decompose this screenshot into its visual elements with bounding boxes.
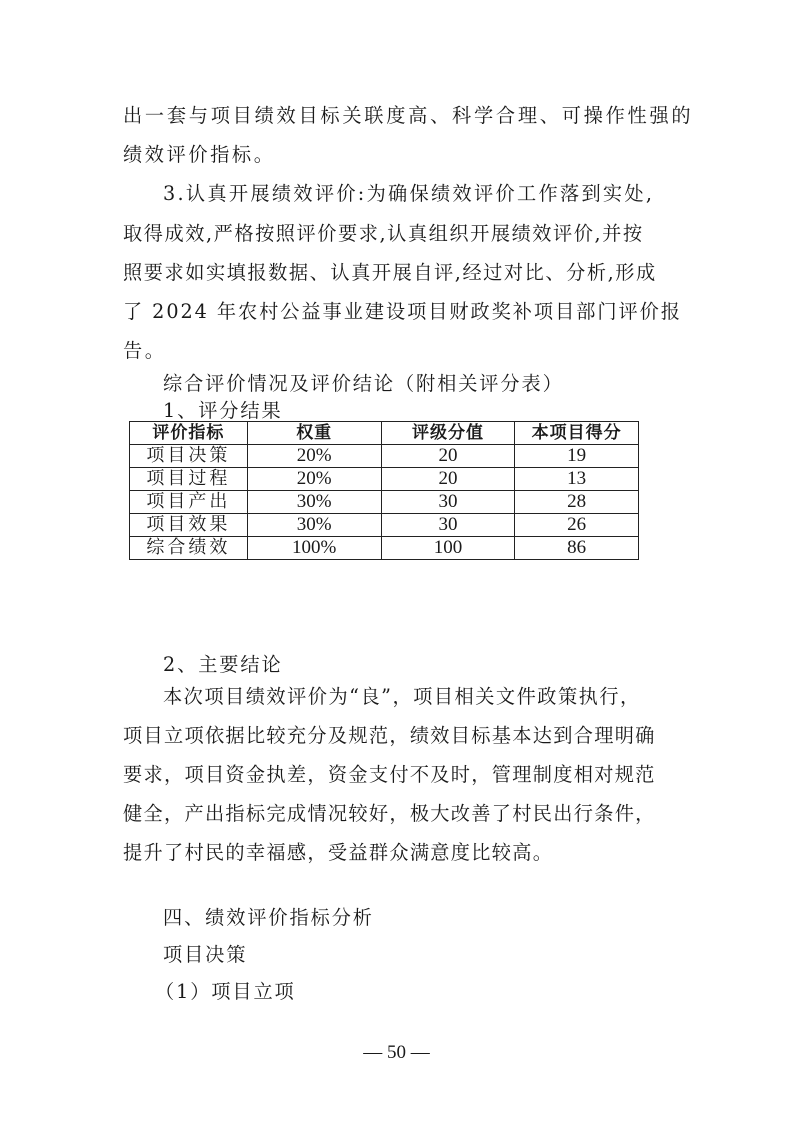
score-table [129, 421, 639, 560]
item3-line-4: 了 2024 年农村公益事业建设项目财政奖补项目部门评价报 [123, 300, 682, 323]
cell-weight: 30% [247, 514, 381, 537]
conclusion-line-5: 提升了村民的幸福感，受益群众满意度比较高。 [123, 841, 554, 864]
item3-line-3: 照要求如实填报数据、认真开展自评,经过对比、分析,形成 [123, 261, 657, 284]
cell-indicator: 项目产出 [130, 491, 248, 514]
item3-line-5: 告。 [123, 339, 167, 362]
cell-rating-score: 20 [381, 445, 515, 468]
cell-project-score: 86 [515, 537, 639, 560]
cell-project-score: 19 [515, 445, 639, 468]
header-project-score: 本项目得分 [515, 422, 639, 445]
cell-weight: 30% [247, 491, 381, 514]
cell-weight: 100% [247, 537, 381, 560]
table-row [130, 491, 639, 514]
cell-indicator: 项目效果 [130, 514, 248, 537]
item3-line-2: 取得成效,严格按照评价要求,认真组织开展绩效评价,并按 [123, 222, 644, 245]
intro-line-1: 出一套与项目绩效目标关联度高、科学合理、可操作性强的 [123, 104, 694, 127]
subheading-score-results: 1、评分结果 [163, 399, 283, 422]
cell-rating-score: 30 [381, 491, 515, 514]
cell-project-score: 26 [515, 514, 639, 537]
cell-rating-score: 100 [381, 537, 515, 560]
cell-rating-score: 30 [381, 514, 515, 537]
cell-indicator: 项目过程 [130, 468, 248, 491]
cell-indicator: 项目决策 [130, 445, 248, 468]
intro-line-2: 绩效评价指标。 [123, 143, 276, 166]
conclusion-line-3: 要求，项目资金执差，资金支付不及时，管理制度相对规范 [123, 763, 656, 786]
cell-project-score: 13 [515, 468, 639, 491]
header-rating-score: 评级分值 [381, 422, 515, 445]
table-row [130, 468, 639, 491]
header-indicator: 评价指标 [130, 422, 248, 445]
subheading-project-decision: 项目决策 [163, 943, 248, 966]
page-number: — 50 — [363, 1042, 430, 1063]
table-row [130, 445, 639, 468]
sub-item-project-approval: （1）项目立项 [155, 980, 296, 1003]
subheading-main-conclusion: 2、主要结论 [163, 653, 283, 676]
conclusion-line-2: 项目立项依据比较充分及规范，绩效目标基本达到合理明确 [123, 724, 656, 747]
cell-weight: 20% [247, 468, 381, 491]
score-table-header-row [130, 422, 639, 445]
cell-weight: 20% [247, 445, 381, 468]
item3-line-1: 3.认真开展绩效评价:为确保绩效评价工作落到实处, [163, 182, 655, 205]
cell-project-score: 28 [515, 491, 639, 514]
section-heading: 综合评价情况及评价结论（附相关评分表） [163, 372, 564, 395]
table-row [130, 537, 639, 560]
header-weight: 权重 [247, 422, 381, 445]
cell-rating-score: 20 [381, 468, 515, 491]
table-row [130, 514, 639, 537]
cell-indicator: 综合绩效 [130, 537, 248, 560]
section-four-heading: 四、绩效评价指标分析 [163, 906, 374, 929]
conclusion-line-1: 本次项目绩效评价为“良”，项目相关文件政策执行， [163, 685, 641, 708]
conclusion-line-4: 健全，产出指标完成情况较好，极大改善了村民出行条件， [123, 802, 656, 825]
